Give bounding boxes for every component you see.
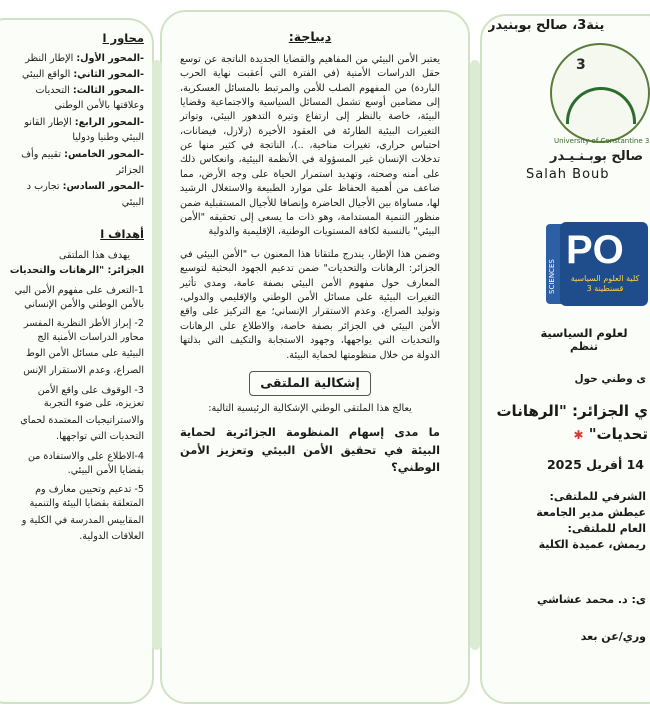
goal-item: البيئية على مسائل الأمن الوط (26, 348, 144, 360)
goals-lead: يهدف هذا الملتقى (59, 249, 130, 261)
university-name: ينة3، صالح بوبنيدر (488, 18, 605, 33)
axis-item: البيئي (121, 196, 144, 208)
axis-item: وعلاقتها بالأمن الوطني (54, 100, 144, 112)
axis-item: -المحور الخامس: تقييم وأف (21, 148, 144, 160)
goal-item: 4-الاطلاع على والاستفادة من (27, 451, 144, 463)
forum-title: ي الجزائر: "الرهانات تحديات" ✱ (496, 402, 648, 443)
axis-item: الجزائر (116, 164, 144, 176)
problem-question: ما مدى إسهام المنظومة الجزائرية لحماية البيئة في تحقيق الأمن البيئي وتعزيز الأمن الوطني؟ (180, 425, 440, 475)
goal-item: 5- تدعيم وتحيين معارف وم (35, 484, 144, 496)
logo-number: 3 (576, 57, 586, 73)
forum-heading: ى وطني حول (574, 373, 646, 385)
forum-coordinator: ى: د. محمد عشاشي (536, 593, 646, 606)
goal-item: تعزيزه، على ضوء التجربة (43, 398, 144, 410)
po-subtitle: كلية العلوم السياسية قسنطينة 3 (570, 274, 640, 293)
po-letters: PO (566, 228, 624, 272)
axis-item: -المحور الثالث: التحديات (35, 84, 144, 96)
goal-item: المتعلقة بقضايا البيئة والتنمية (29, 497, 144, 509)
goal-item: الصراع، وعدم الاستقرار الإنس (23, 365, 144, 377)
goal-item: 3- الوقوف على واقع الأمن (37, 384, 144, 396)
logo-name-latin: Salah Boub (526, 167, 610, 182)
goal-item: 2- إبراز الأطر النظرية المفسر (23, 318, 144, 330)
axis-item: -المحور الأول: الإطار النظر (25, 53, 144, 65)
goals-lead: الجزائر: "الرهانات والتحديات (9, 265, 144, 277)
axis-item: البيئي وطنيا ودوليا (72, 132, 144, 144)
goal-item: العلاقات الدولية. (79, 531, 144, 543)
cover-panel (488, 0, 650, 705)
problem-title: إشكالية الملتقى (249, 371, 370, 396)
star-icon: ✱ (573, 427, 584, 442)
axis-item: -المحور السادس: تجارب د (26, 181, 144, 193)
goal-item: بقضايا الأمن البيئي. (67, 464, 144, 476)
logo-name-arabic: صالح بوبـنـيـدر (550, 149, 644, 164)
axes-goals-panel (0, 0, 150, 705)
preamble-paragraph: يعتبر الأمن البيئي من المفاهيم والقضايا الجديدة الناتجة عن توسع حقل الدراسات الأمنية (في الفترة التي أعقبت نهاية الحرب الباردة) من المفهوم الصلب للأمن والمرتبط بالمسائل العسكرية، إلى مضامين أوسع تشمل المسائل السياسية والاجتماعية وقضايا البيئة، خاصة بالنظر إلى ارتفاع وتيرة التدهور البيئي، وتواتر التغيرات البيئية الطارئة في العقود الأخيرة (زلازل، فيضانات، احتباس حراري، تغيرات مناخية، ..)، الناتجة في كثير منها عن تدخلات الإنسان غير المسؤولة في الأنظمة البيئية، وانعكاس ذلك على أمنه وصحته، وتهديد استمرار الحياة على وجه الأرض، مما ضاعف من أهمية الحفاظ على موارد الطبيعة والاستغلال الرشيد لها، مساواة بين الأجيال الحاضرة وإنصافا للأجيال المستقبلية ضمن منظور التنمية المستدامة، وهو ذات ما يسعى إلى تحقيقه "الأمن البيئي" بالنسبة لكافة المستويات الوطنية، الإقليمية والدولية (180, 53, 440, 238)
goals-title: أهداف ا (100, 227, 144, 242)
goal-item: 1-التعرف على مفهوم الأمن البي (14, 284, 144, 296)
university-logo (488, 37, 650, 165)
goal-item: بالأمن الوطني والأمن الإنساني (24, 298, 144, 310)
preamble-title: ديباجة: (288, 29, 332, 44)
faculty-name: لعلوم السياسية تنظم (540, 326, 628, 353)
goal-item: التحديات التي تواجهها. (56, 431, 144, 443)
goal-item: محاور الدراسات الأمنية الج (37, 331, 144, 343)
problem-intro: يعالج هذا الملتقى الوطني الإشكالية الرئيسية التالية: (208, 402, 412, 414)
sciences-side-strip: SCIENCES (546, 224, 562, 304)
divider-ornament (152, 60, 162, 650)
forum-roles: الشرفي للملتقى: عيطش مدير الجامعة العام للملتقى: ريمش، عميدة الكلية (536, 490, 646, 551)
goal-item: المقاييس المدرسة في الكلية و (21, 514, 144, 526)
preamble-panel (168, 0, 454, 705)
axes-title: محاور ا (102, 31, 144, 45)
forum-date: 14 أفريل 2025 (546, 457, 644, 472)
goal-item: والاستراتيجيات المعتمدة لحماي (20, 414, 144, 426)
forum-mode: وري/عن بعد (580, 630, 646, 643)
axis-item: -المحور الثاني: الواقع البيئي (22, 68, 144, 80)
divider-ornament (470, 60, 480, 650)
faculty-logo (548, 222, 650, 308)
logo-ring-text: University of Constantine 3 (554, 137, 650, 145)
preamble-paragraph: وضمن هذا الإطار، يندرج ملتقانا هذا المعنون ب "الأمن البيئي في الجزائر: الرهانات والتحديات" ضمن تدعيم الجهود البحثية لتوسيع المعارف حول مفهوم الأمن البيئي بصفة عامة، ومدى تأثير التغيرات البيئية على مسائل الأمن الوطني والإقليمي والدولي، وتوليد الصراع، وعدم الاستقرار الإنساني؛ مع التركيز على واقع الأمن البيئي في الجزائر بصفة خاصة، والاطلاع على الرهانات والتحديات التي يواجهها، وجهود الاستجابة والتكيف التي بذلتها الدولة من خلال منظومتها لحماية البيئة. (180, 248, 440, 361)
axis-item: -المحور الرابع: الإطار القانو (24, 116, 144, 128)
